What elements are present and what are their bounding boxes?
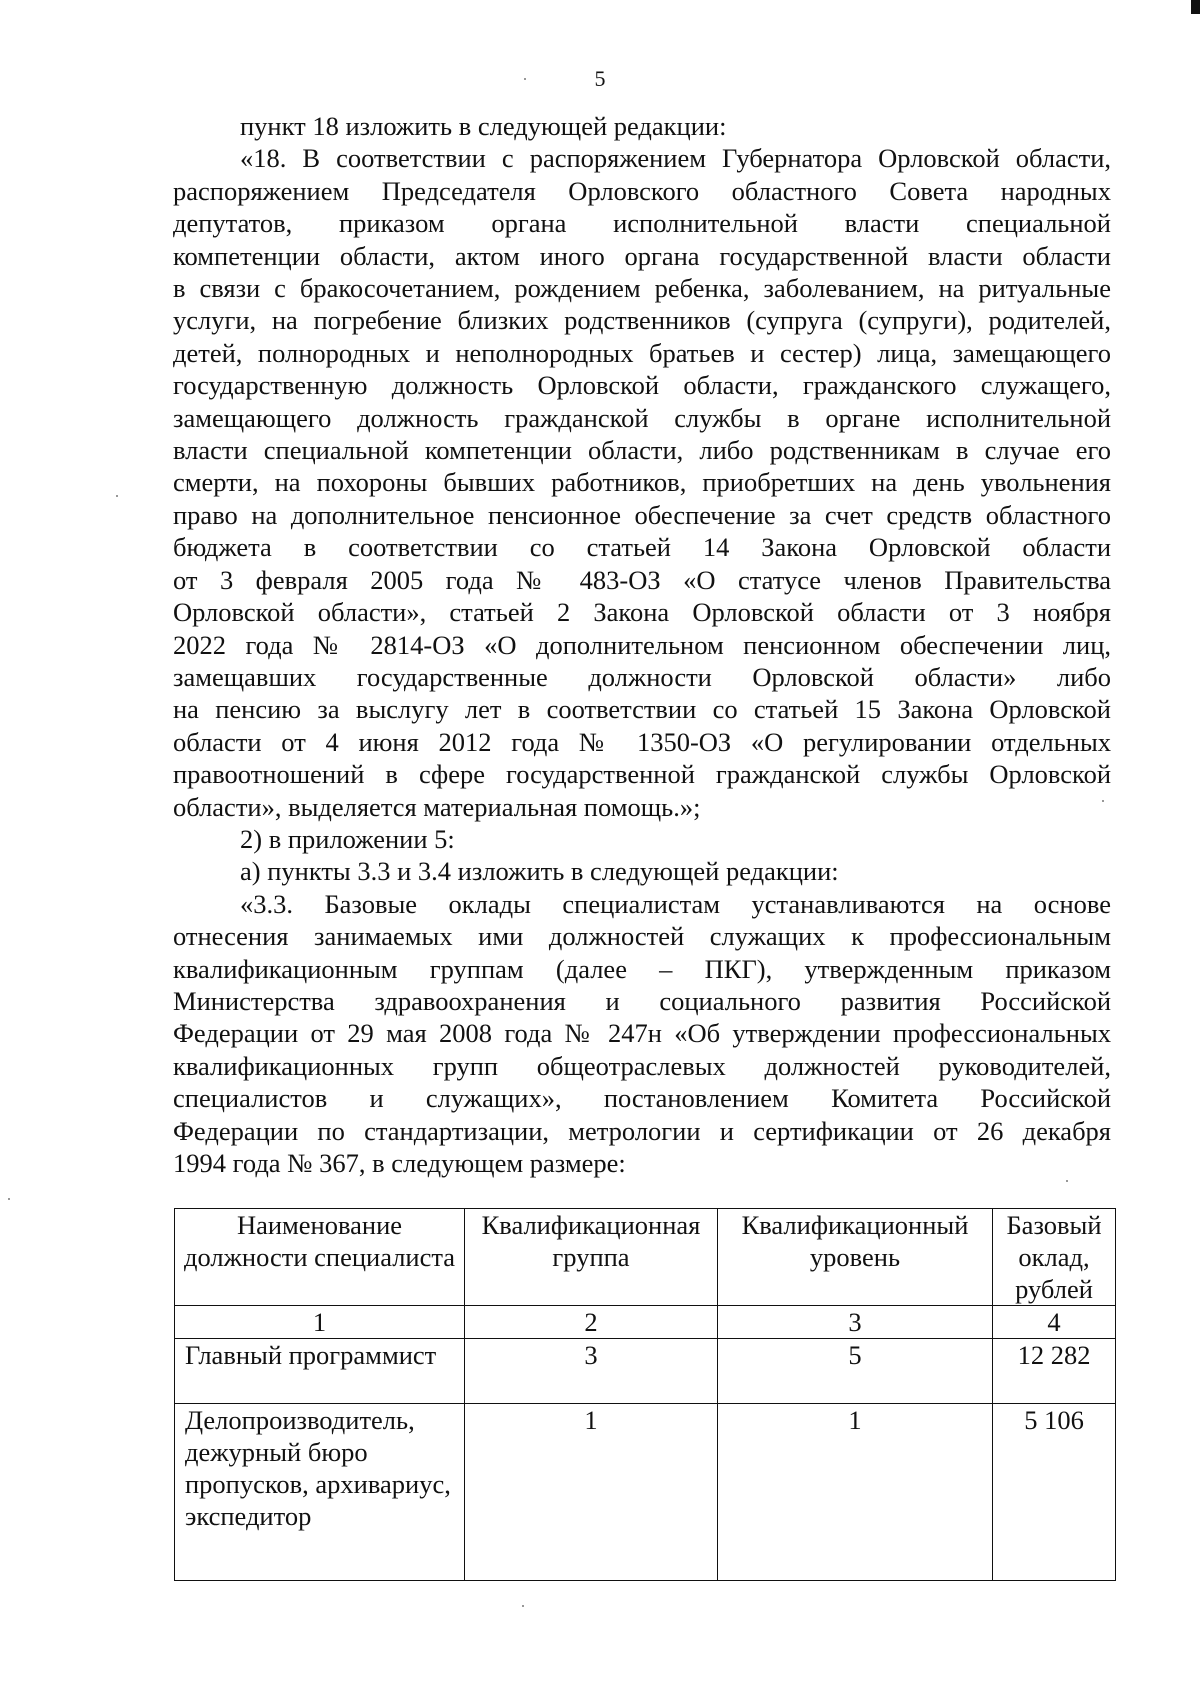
scan-speck — [116, 495, 118, 497]
header-position-name: Наименование должности специалиста — [175, 1209, 465, 1306]
scan-corner-mark — [1191, 0, 1200, 14]
body-text-block-1 — [173, 110, 1111, 1179]
cell-level: 5 — [718, 1339, 993, 1404]
scan-speck — [524, 78, 526, 80]
text-line: в связи с бракосочетанием, рождением ребенка, заболеванием, на ритуальные — [173, 273, 1111, 304]
text-line: 1994 года № 367, в следующем размере: — [173, 1148, 626, 1178]
text-line: власти специальной компетенции области, либо родственникам в случае его — [173, 435, 1111, 466]
scan-speck — [522, 1605, 524, 1607]
text-line: отнесения занимаемых ими должностей служащих к профессиональным — [173, 921, 1111, 952]
cell-position-name: Делопроизводитель, дежурный бюро пропусков, архивариус, экспедитор — [175, 1404, 465, 1581]
text-line: квалификационных групп общеотраслевых должностей руководителей, — [173, 1050, 1111, 1081]
text-line: специалистов и служащих», постановлением Комитета Российской — [173, 1083, 1111, 1114]
header-qualification-group: Квалификационная группа — [465, 1209, 718, 1306]
text-line: Федерации по стандартизации, метрологии и сертификации от 26 декабря — [173, 1115, 1111, 1146]
cell-salary: 12 282 — [993, 1339, 1116, 1404]
header-qualification-level: Квалификационный уровень — [718, 1209, 993, 1306]
text-line: право на дополнительное пенсионное обеспечение за счет средств областного — [173, 499, 1111, 530]
page-number: 5 — [594, 66, 606, 91]
column-number: 4 — [993, 1306, 1116, 1339]
cell-position-name: Главный программист — [175, 1339, 465, 1404]
text-line: а) пункты 3.3 и 3.4 изложить в следующей редакции: — [240, 856, 839, 887]
text-line: области», выделяется материальная помощь.»; — [173, 791, 701, 822]
text-line: Федерации от 29 мая 2008 года № 247н «Об утверждении профессиональных — [173, 1018, 1111, 1049]
text-line: государственную должность Орловской области, гражданского служащего, — [173, 370, 1111, 401]
column-number: 3 — [718, 1306, 993, 1339]
text-line: услуги, на погребение близких родственников (супруга (супруги), родителей, — [173, 305, 1111, 336]
text-line: компетенции области, актом иного органа государственной власти области — [173, 240, 1111, 271]
text-line: смерти, на похороны бывших работников, приобретших на день увольнения — [173, 467, 1111, 498]
table-row — [175, 1404, 1116, 1581]
text-line: пункт 18 изложить в следующей редакции: — [240, 111, 727, 141]
table-header-row — [175, 1209, 1116, 1306]
cell-level: 1 — [718, 1404, 993, 1581]
scan-speck — [1102, 800, 1104, 802]
text-line: квалификационным группам (далее – ПКГ), утвержденным приказом — [173, 953, 1111, 984]
text-line: от 3 февраля 2005 года № 483-ОЗ «О статусе членов Правительства — [173, 564, 1111, 595]
text-line: «18. В соответствии с распоряжением Губернатора Орловской области, — [240, 143, 1111, 174]
text-line: области от 4 июня 2012 года № 1350-ОЗ «О регулировании отдельных — [173, 726, 1111, 757]
text-line: бюджета в соответствии со статьей 14 Закона Орловской области — [173, 532, 1111, 563]
text-line: правоотношений в сфере государственной гражданской службы Орловской — [173, 759, 1111, 790]
text-line: детей, полнородных и неполнородных братьев и сестер) лица, замещающего — [173, 337, 1111, 368]
text-line: Министерства здравоохранения и социального развития Российской — [173, 985, 1111, 1016]
text-line: депутатов, приказом органа исполнительной власти специальной — [173, 208, 1111, 239]
text-line: Орловской области», статьей 2 Закона Орловской области от 3 ноября — [173, 597, 1111, 628]
cell-salary: 5 106 — [993, 1404, 1116, 1581]
text-line: 2) в приложении 5: — [240, 823, 455, 854]
salary-table — [174, 1208, 1116, 1581]
text-line: на пенсию за выслугу лет в соответствии со статьей 15 Закона Орловской — [173, 694, 1111, 725]
text-line: замещавших государственные должности Орловской области» либо — [173, 661, 1111, 692]
cell-group: 3 — [465, 1339, 718, 1404]
scan-speck — [1066, 1180, 1068, 1182]
text-line: 2022 года № 2814-ОЗ «О дополнительном пенсионном обеспечении лиц, — [173, 629, 1111, 660]
column-number-row — [175, 1306, 1116, 1339]
text-line: распоряжением Председателя Орловского областного Совета народных — [173, 175, 1111, 206]
table-row — [175, 1339, 1116, 1404]
text-line: замещающего должность гражданской службы в органе исполнительной — [173, 402, 1111, 433]
text-line: «3.3. Базовые оклады специалистам устанавливаются на основе — [240, 888, 1111, 919]
scan-speck — [8, 1198, 10, 1200]
cell-group: 1 — [465, 1404, 718, 1581]
column-number: 1 — [175, 1306, 465, 1339]
column-number: 2 — [465, 1306, 718, 1339]
header-base-salary: Базовый оклад, рублей — [993, 1209, 1116, 1306]
